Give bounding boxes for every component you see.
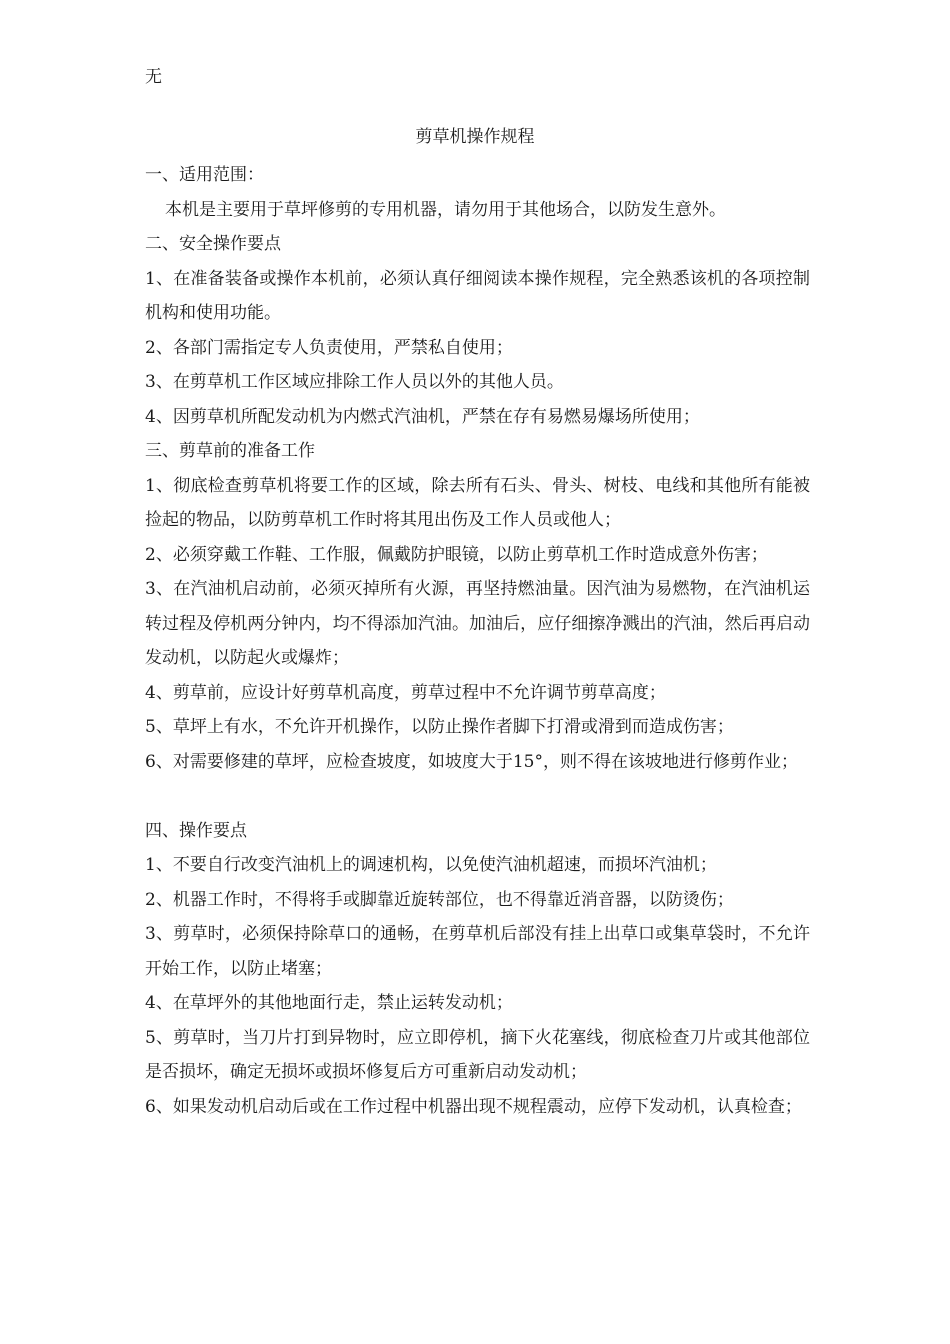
document-title: 剪草机操作规程: [415, 127, 535, 147]
document-body: [145, 158, 810, 1124]
header-text: 无: [145, 67, 162, 87]
section-3-heading: 三、剪草前的准备工作: [145, 441, 315, 461]
section-4-heading: 四、操作要点: [145, 820, 247, 841]
blank-line: [145, 779, 810, 814]
section-1-heading: 一、适用范围：: [145, 165, 264, 185]
section-4-item: 6、如果发动机启动后或在工作过程中机器出现不规程震动，应停下发动机，认真检查；: [145, 1096, 802, 1117]
section-4-item: 2、机器工作时，不得将手或脚靠近旋转部位，也不得靠近消音器，以防烫伤；: [145, 889, 734, 910]
section-4-item: 5、剪草时，当刀片打到异物时，应立即停机，摘下火花塞线，彻底检查刀片或其他部位是否损坏，确定无损坏或损坏修复后方可重新启动发动机；: [145, 1027, 810, 1082]
section-3-item: 5、草坪上有水，不允许开机操作，以防止操作者脚下打滑或滑到而造成伤害；: [145, 717, 734, 737]
section-4-item: 3、剪草时，必须保持除草口的通畅，在剪草机后部没有挂上出草口或集草袋时，不允许开始工作，以防止堵塞；: [145, 924, 810, 979]
section-3-item: 6、对需要修建的草坪，应检查坡度，如坡度大于15°，则不得在该坡地进行修剪作业；: [145, 751, 798, 772]
section-4-item: 4、在草坪外的其他地面行走，禁止运转发动机；: [145, 993, 513, 1013]
section-2-item: 2、各部门需指定专人负责使用，严禁私自使用；: [145, 337, 513, 358]
section-2-heading: 二、安全操作要点: [145, 234, 281, 254]
section-2-item: 3、在剪草机工作区域应排除工作人员以外的其他人员。: [145, 372, 564, 392]
section-3-item: 4、剪草前，应设计好剪草机高度，剪草过程中不允许调节剪草高度；: [145, 682, 666, 703]
section-1-body: 本机是主要用于草坪修剪的专用机器，请勿用于其他场合，以防发生意外。: [165, 199, 726, 220]
section-3-item: 3、在汽油机启动前，必须灭掉所有火源，再坚持燃油量。因汽油为易燃物，在汽油机运转过程及停机两分钟内，均不得添加汽油。加油后，应仔细擦净溅出的汽油，然后再启动发动机，以防起火或爆炸；: [145, 579, 810, 668]
section-3-item: 1、彻底检查剪草机将要工作的区域，除去所有石头、骨头、树枝、电线和其他所有能被捡起的物品，以防剪草机工作时将其甩出伤及工作人员或他人；: [145, 475, 810, 530]
section-2-item: 1、在准备装备或操作本机前，必须认真仔细阅读本操作规程，完全熟悉该机的各项控制机构和使用功能。: [145, 268, 810, 323]
section-4-item: 1、不要自行改变汽油机上的调速机构，以免使汽油机超速，而损坏汽油机；: [145, 855, 717, 875]
section-2-item: 4、因剪草机所配发动机为内燃式汽油机，严禁在存有易燃易爆场所使用；: [145, 406, 700, 427]
section-3-item: 2、必须穿戴工作鞋、工作服，佩戴防护眼镜，以防止剪草机工作时造成意外伤害；: [145, 544, 768, 565]
